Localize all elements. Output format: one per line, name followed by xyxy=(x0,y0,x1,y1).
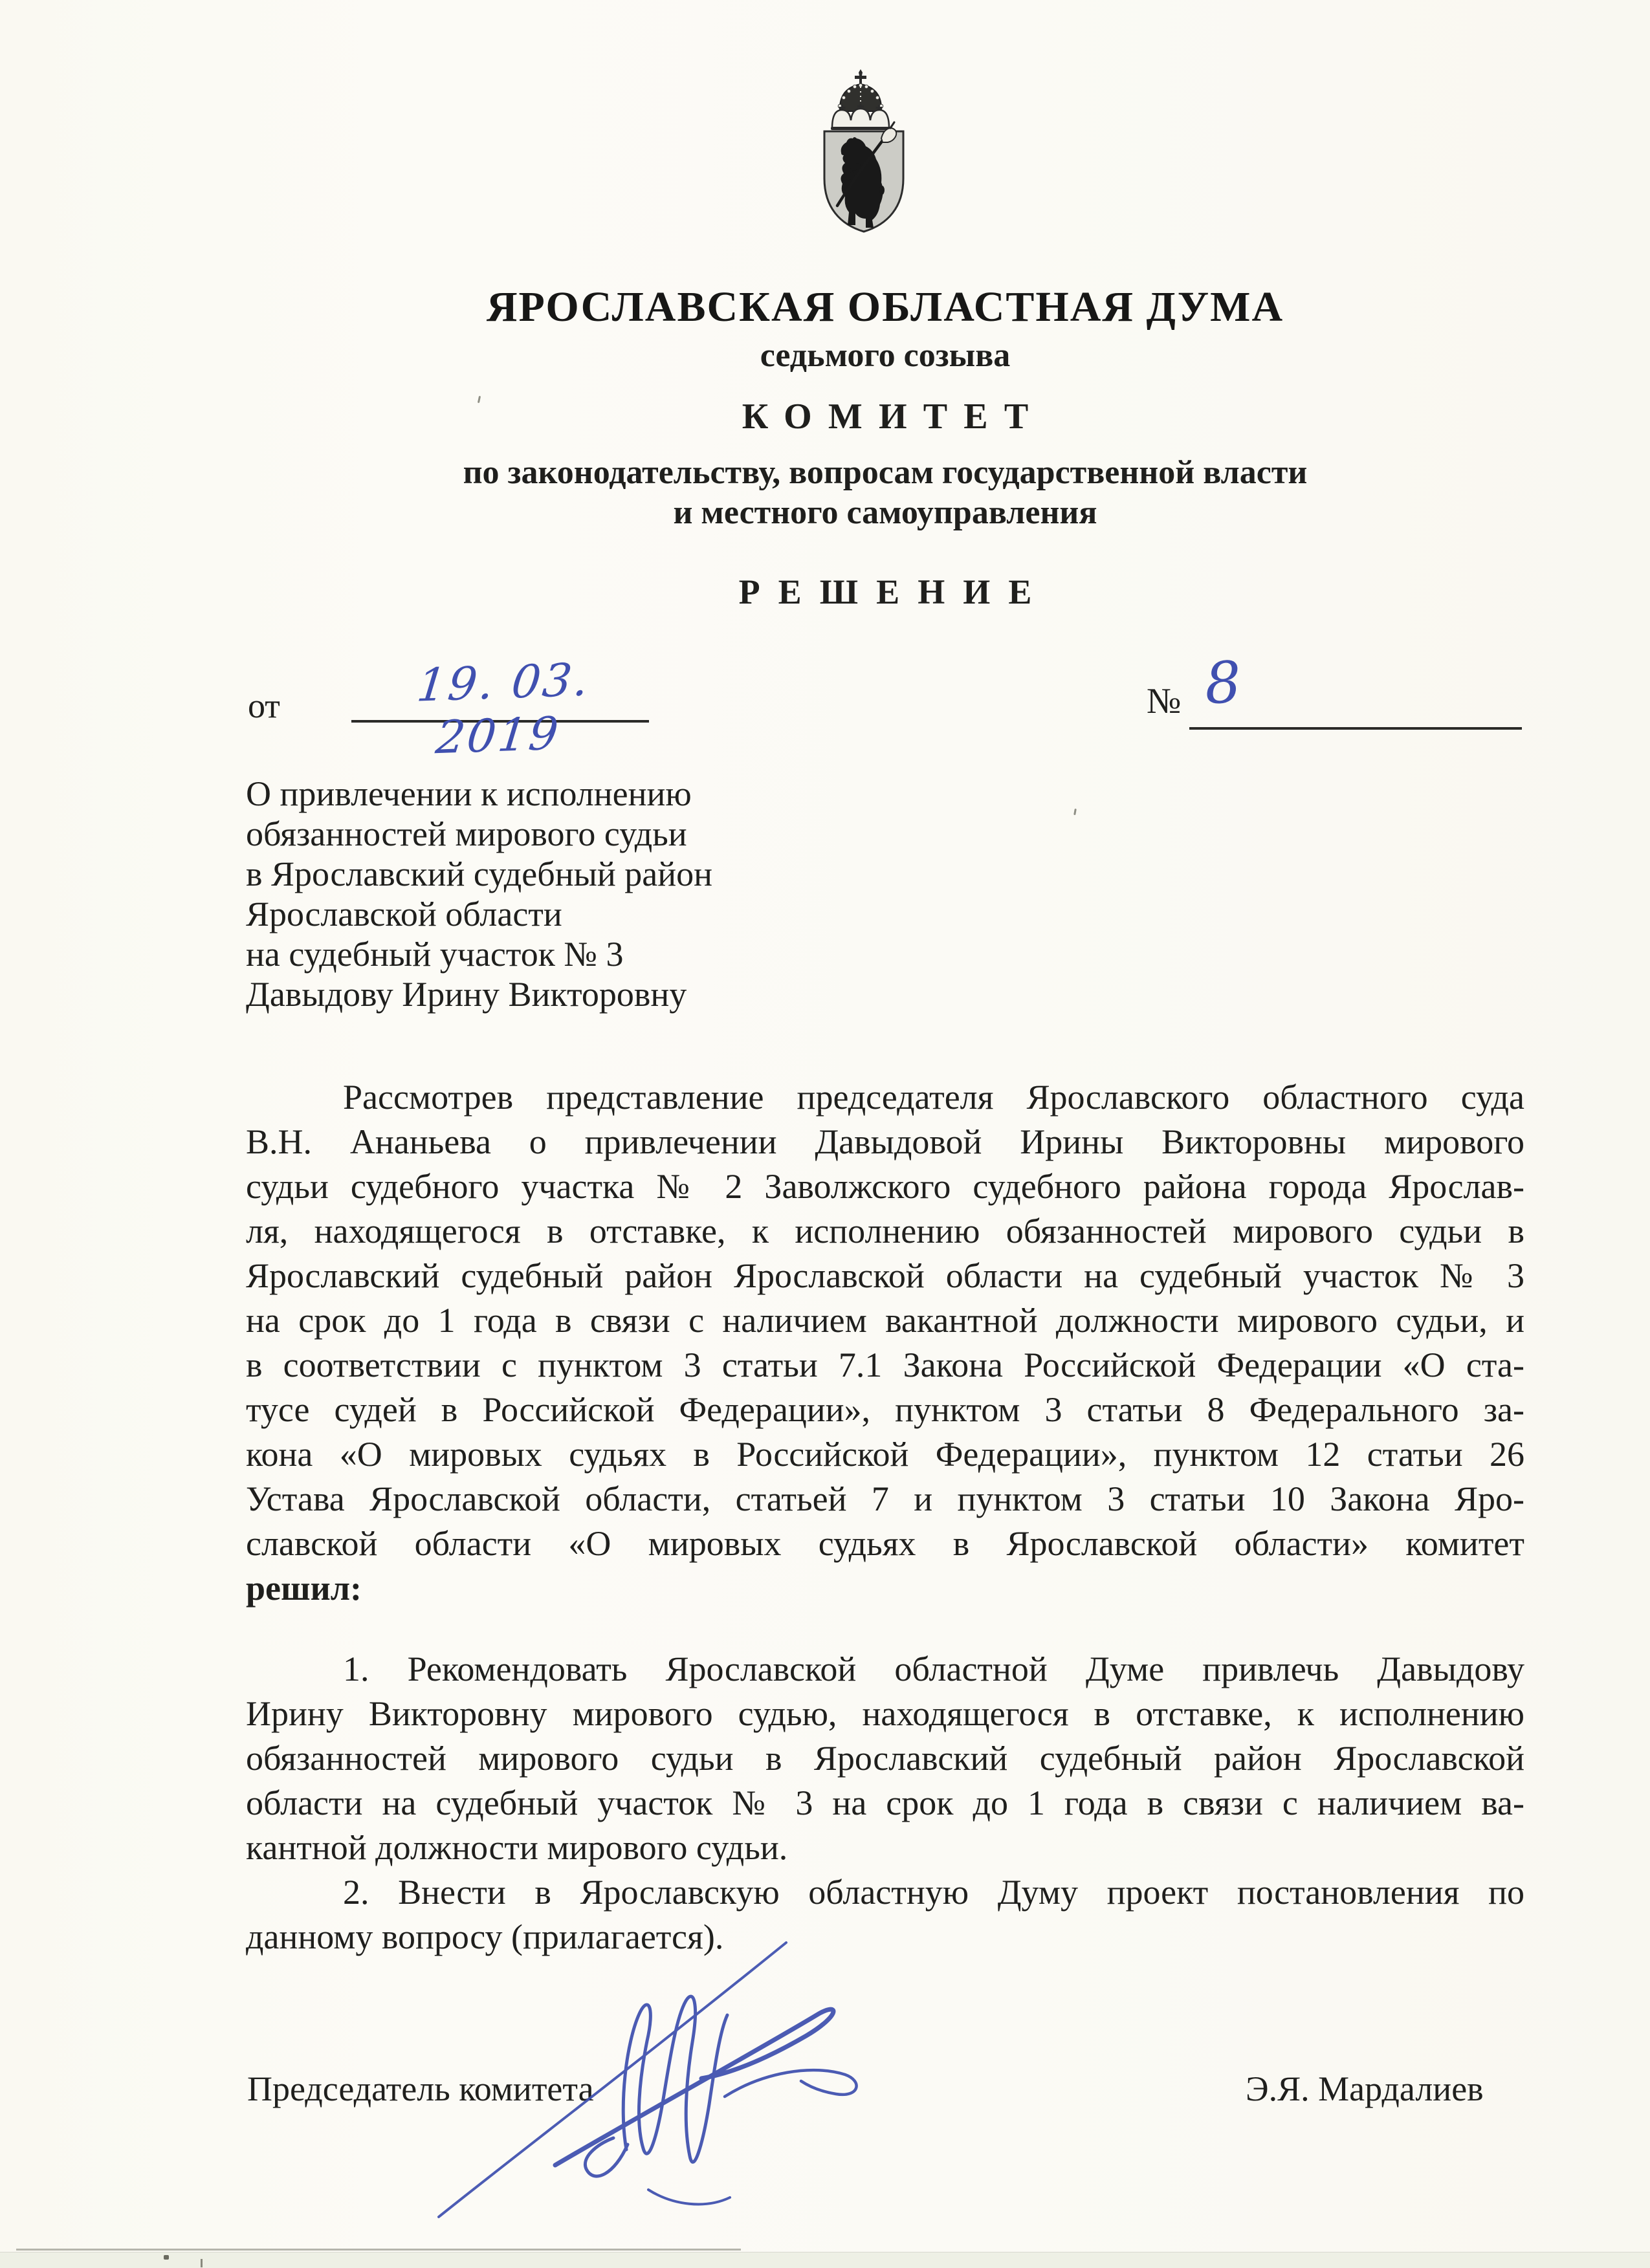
scan-bottom-band xyxy=(0,2252,1650,2268)
preamble-line: В.Н. Ананьева о привлечении Давыдовой Ирины Викторовны мирового xyxy=(246,1122,1524,1161)
org-name: ЯРОСЛАВСКАЯ ОБЛАСТНАЯ ДУМА xyxy=(486,283,1284,331)
preamble-line: тусе судей в Российской Федерации», пунктом 3 статьи 8 Федерального за- xyxy=(246,1390,1524,1429)
preamble-line: ля, находящегося в отставке, к исполнению обязанностей мирового судьи в xyxy=(246,1212,1524,1250)
preamble-line: в соответствии с пунктом 3 статьи 7.1 Закона Российской Федерации «О ста- xyxy=(246,1346,1524,1384)
committee-description xyxy=(246,453,1524,533)
subject-line: Давыдову Ирину Викторовну xyxy=(246,975,687,1014)
scan-artifact-line xyxy=(16,2249,741,2251)
subject-block xyxy=(246,774,867,1014)
item1-line: 1. Рекомендовать Ярославской областной Думе привлечь Давыдову xyxy=(343,1650,1524,1688)
signer-title: Председатель комитета xyxy=(247,2069,594,2108)
subject-line: на судебный участок № 3 xyxy=(246,935,624,974)
committee-description-line1: по законодательству, вопросам государственной власти xyxy=(463,454,1308,491)
resolution-item-1 xyxy=(246,1647,1524,1870)
committee-description-line2: и местного самоуправления xyxy=(673,494,1097,531)
preamble-line: Устава Ярославской области, статьей 7 и пунктом 3 статьи 10 Закона Яро- xyxy=(246,1479,1524,1518)
handwritten-signature-icon xyxy=(421,1931,912,2222)
subject-line: обязанностей мирового судьи xyxy=(246,814,687,853)
number-label: № xyxy=(1147,681,1182,721)
scan-speck xyxy=(1073,809,1077,815)
preamble-line: славской области «О мировых судьях в Ярославской области» комитет xyxy=(246,1524,1524,1563)
handwritten-date: 19. 03. 2019 xyxy=(414,653,593,765)
preamble-line: Ярославский судебный район Ярославской области на судебный участок № 3 xyxy=(246,1256,1524,1295)
item2-line: 2. Внести в Ярославскую областную Думу проект постановления по xyxy=(343,1873,1524,1912)
document-type-title: РЕШЕНИЕ xyxy=(738,572,1050,611)
date-label: от xyxy=(248,686,280,725)
number-underline xyxy=(1189,727,1522,730)
scan-speck xyxy=(201,2259,203,2267)
subject-line: Ярославской области xyxy=(246,895,562,933)
preamble-line: судьи судебного участка № 2 Заволжского судебного района города Ярослав- xyxy=(246,1167,1524,1206)
handwritten-number: 8 xyxy=(1203,648,1243,717)
committee-title: КОМИТЕТ xyxy=(742,397,1045,437)
preamble-line: на срок до 1 года в связи с наличием вакантной должности мирового судьи, и xyxy=(246,1301,1524,1340)
subject-line: О привлечении к исполнению xyxy=(246,774,692,813)
convocation: седьмого созыва xyxy=(760,337,1011,374)
item1-line: кантной должности мирового судьи. xyxy=(246,1828,788,1867)
subject-line: в Ярославский судебный район xyxy=(246,855,713,893)
signer-name: Э.Я. Мардалиев xyxy=(1246,2069,1484,2108)
resolution-word: решил: xyxy=(246,1569,362,1608)
yaroslavl-coat-of-arms-icon xyxy=(822,69,906,233)
preamble-line: Рассмотрев представление председателя Ярославского областного суда xyxy=(343,1078,1524,1117)
preamble-line: кона «О мировых судьях в Российской Федерации», пунктом 12 статьи 26 xyxy=(246,1435,1524,1474)
preamble-paragraph xyxy=(246,1075,1524,1611)
item1-line: обязанностей мирового судьи в Ярославский судебный район Ярославской xyxy=(246,1739,1524,1778)
item2-line: данному вопросу (прилагается). xyxy=(246,1917,724,1956)
item1-line: Ирину Викторовну мирового судью, находящегося в отставке, к исполнению xyxy=(246,1694,1524,1733)
item1-line: области на судебный участок № 3 на срок до 1 года в связи с наличием ва- xyxy=(246,1783,1524,1822)
scan-speck xyxy=(164,2255,169,2260)
